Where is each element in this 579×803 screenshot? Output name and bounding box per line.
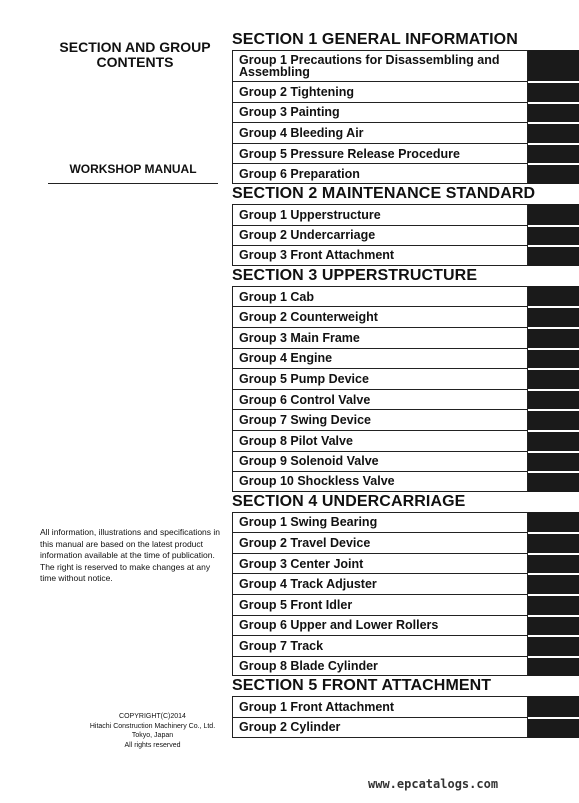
index-tab (528, 430, 579, 451)
group-row[interactable] (232, 717, 579, 738)
group-row[interactable] (232, 553, 579, 574)
group-label[interactable]: Group 1 Upperstructure (232, 204, 528, 225)
index-tab (528, 512, 579, 533)
group-label[interactable]: Group 3 Center Joint (232, 553, 528, 574)
group-list (232, 204, 579, 266)
index-tab (528, 615, 579, 636)
group-row[interactable] (232, 286, 579, 307)
group-row[interactable] (232, 471, 579, 492)
group-row[interactable] (232, 409, 579, 430)
group-label[interactable]: Group 2 Travel Device (232, 532, 528, 553)
group-row[interactable] (232, 204, 579, 225)
group-row[interactable] (232, 327, 579, 348)
section-3 (232, 266, 579, 492)
group-row[interactable] (232, 163, 579, 184)
group-list (232, 286, 579, 492)
group-row[interactable] (232, 430, 579, 451)
group-row[interactable] (232, 143, 579, 164)
index-tab (528, 409, 579, 430)
index-tab (528, 245, 579, 266)
index-tab (528, 532, 579, 553)
group-label[interactable]: Group 7 Swing Device (232, 409, 528, 430)
group-label[interactable]: Group 6 Upper and Lower Rollers (232, 615, 528, 636)
group-list (232, 696, 579, 737)
group-label[interactable]: Group 6 Control Valve (232, 389, 528, 410)
index-tab (528, 81, 579, 102)
section-heading: SECTION 1 GENERAL INFORMATION (232, 31, 518, 48)
index-tab (528, 696, 579, 717)
section-heading: SECTION 4 UNDERCARRIAGE (232, 492, 466, 510)
index-tab (528, 717, 579, 738)
group-label[interactable]: Group 2 Counterweight (232, 306, 528, 327)
index-tab (528, 348, 579, 369)
section-1 (232, 30, 579, 184)
section-heading: SECTION 5 FRONT ATTACHMENT (232, 677, 492, 695)
group-row[interactable] (232, 389, 579, 410)
index-tab (528, 635, 579, 656)
group-row[interactable] (232, 102, 579, 123)
group-label[interactable]: Group 10 Shockless Valve (232, 471, 528, 492)
group-row[interactable] (232, 656, 579, 677)
index-tab (528, 122, 579, 143)
group-label[interactable]: Group 4 Bleeding Air (232, 122, 528, 143)
group-label[interactable]: Group 3 Main Frame (232, 327, 528, 348)
group-label[interactable]: Group 9 Solenoid Valve (232, 451, 528, 472)
section-5 (232, 676, 579, 737)
group-row[interactable] (232, 451, 579, 472)
index-tab (528, 389, 579, 410)
group-label[interactable]: Group 5 Front Idler (232, 594, 528, 615)
group-row[interactable] (232, 81, 579, 102)
group-list (232, 50, 579, 184)
group-row[interactable] (232, 532, 579, 553)
group-label[interactable]: Group 1 Precautions for Disassembling and Assembling (232, 50, 528, 81)
disclaimer-notice: All information, illustrations and specifications in this manual are based on the latest product information available at the time of publication. The right is reserved to make changes at any time without notice. (40, 527, 221, 583)
group-row[interactable] (232, 50, 579, 81)
website-watermark: www.epcatalogs.com (368, 777, 499, 791)
group-label[interactable]: Group 1 Front Attachment (232, 696, 528, 717)
group-label[interactable]: Group 6 Preparation (232, 163, 528, 184)
group-label[interactable]: Group 7 Track (232, 635, 528, 656)
group-row[interactable] (232, 615, 579, 636)
index-tab (528, 306, 579, 327)
index-tab (528, 143, 579, 164)
group-row[interactable] (232, 245, 579, 266)
section-4 (232, 492, 579, 677)
group-label[interactable]: Group 5 Pump Device (232, 368, 528, 389)
index-tab (528, 553, 579, 574)
group-list (232, 512, 579, 677)
divider (48, 183, 218, 184)
group-row[interactable] (232, 122, 579, 143)
index-tab (528, 368, 579, 389)
index-tab (528, 573, 579, 594)
copyright-line: All rights reserved (124, 741, 181, 749)
group-row[interactable] (232, 594, 579, 615)
group-label[interactable]: Group 3 Painting (232, 102, 528, 123)
index-tab (528, 286, 579, 307)
group-row[interactable] (232, 368, 579, 389)
index-tab (528, 163, 579, 184)
group-row[interactable] (232, 225, 579, 246)
section-heading: SECTION 2 MAINTENANCE STANDARD (232, 184, 536, 202)
group-label[interactable]: Group 2 Tightening (232, 81, 528, 102)
index-tab (528, 50, 579, 81)
group-label[interactable]: Group 4 Engine (232, 348, 528, 369)
table-of-contents (232, 30, 579, 738)
group-row[interactable] (232, 306, 579, 327)
group-row[interactable] (232, 696, 579, 717)
section-heading: SECTION 3 UPPERSTRUCTURE (232, 266, 478, 284)
copyright-line: Hitachi Construction Machinery Co., Ltd. (89, 722, 216, 730)
index-tab (528, 102, 579, 123)
section-2 (232, 184, 579, 266)
index-tab (528, 225, 579, 246)
group-row[interactable] (232, 512, 579, 533)
group-label[interactable]: Group 2 Undercarriage (232, 225, 528, 246)
index-tab (528, 204, 579, 225)
index-tab (528, 594, 579, 615)
copyright-line: Tokyo, Japan (131, 732, 174, 739)
page-title: SECTION AND GROUP CONTENTS (59, 39, 211, 70)
manual-type-label: WORKSHOP MANUAL (69, 162, 197, 176)
group-label[interactable]: Group 8 Pilot Valve (232, 430, 528, 451)
group-row[interactable] (232, 635, 579, 656)
group-label[interactable]: Group 1 Cab (232, 286, 528, 307)
group-label[interactable]: Group 1 Swing Bearing (232, 512, 528, 533)
index-tab (528, 471, 579, 492)
group-row[interactable] (232, 348, 579, 369)
group-label[interactable]: Group 8 Blade Cylinder (232, 656, 528, 677)
group-label[interactable]: Group 4 Track Adjuster (232, 573, 528, 594)
group-label[interactable]: Group 5 Pressure Release Procedure (232, 143, 528, 164)
index-tab (528, 451, 579, 472)
index-tab (528, 327, 579, 348)
index-tab (528, 656, 579, 677)
copyright-line: COPYRIGHT(C)2014 (119, 713, 186, 720)
group-row[interactable] (232, 573, 579, 594)
group-label[interactable]: Group 2 Cylinder (232, 717, 528, 738)
group-label[interactable]: Group 3 Front Attachment (232, 245, 528, 266)
